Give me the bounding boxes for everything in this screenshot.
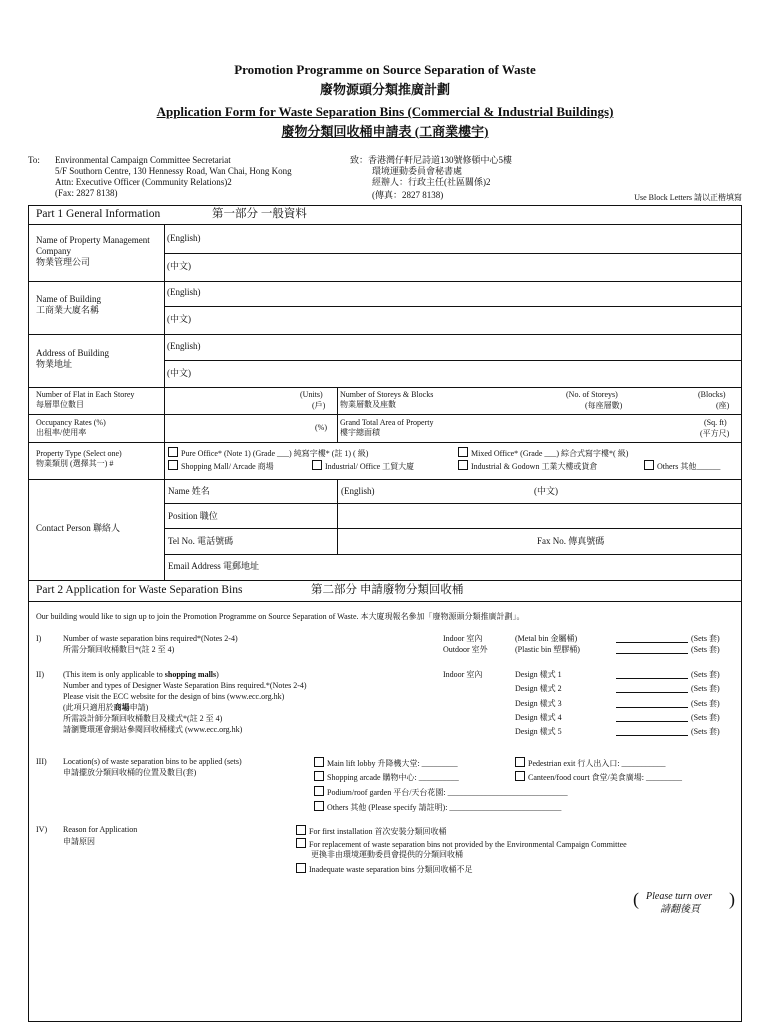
- blocks-zh: (座): [716, 401, 730, 410]
- subtitle-en: Application Form for Waste Separation Bins (Commercial & Industrial Buildings): [156, 104, 614, 119]
- item-i-outdoor: Outdoor 室外: [443, 645, 488, 654]
- loc-main-lift[interactable]: Main lift lobby 升降機大堂: _________: [314, 757, 458, 769]
- checkbox[interactable]: [296, 825, 306, 835]
- item-ii-line-2: Please visit the ECC website for the design of bins (www.ecc.org.hk): [63, 692, 285, 701]
- checkbox[interactable]: [168, 460, 178, 470]
- part2-heading-zh: 第二部分 申請廢物分類回收桶: [311, 584, 464, 596]
- part1-heading-zh: 第一部分 一般資料: [212, 208, 307, 220]
- checkbox[interactable]: [296, 838, 306, 848]
- ptype-others[interactable]: Others 其他______: [644, 460, 720, 472]
- checkbox[interactable]: [515, 771, 525, 781]
- mgmt-english-field[interactable]: (English): [167, 233, 201, 243]
- checkbox[interactable]: [312, 460, 322, 470]
- item-iii-zh: 申請擺放分類回收桶的位置及數目(套): [63, 768, 197, 777]
- checkbox[interactable]: [314, 801, 324, 811]
- part2-intro: Our building would like to sign up to join the Promotion Programme on Source Separation of Waste. 本大廈現報名參加「廢物源頭分類推廣計劃」。: [36, 612, 525, 621]
- address-chinese-field[interactable]: (中文): [167, 368, 191, 378]
- address-en-line: 5/F Southorn Centre, 130 Hennessy Road, Wan Chai, Hong Kong: [55, 166, 292, 176]
- sets-unit: (Sets 套): [691, 713, 720, 722]
- ptype-pure-office[interactable]: Pure Office* (Note 1) (Grade ___) 純寫字樓* (註 1) ( 級): [168, 447, 368, 459]
- address-zh-line: 環境運動委員會秘書處: [372, 166, 463, 176]
- no-storeys-en: (No. of Storeys): [566, 390, 618, 399]
- ptype-mixed-office[interactable]: Mixed Office* (Grade ___) 綜合式寫字樓*( 級): [458, 447, 628, 459]
- email-label: Email Address 電郵地址: [168, 561, 259, 571]
- checkbox[interactable]: [168, 447, 178, 457]
- flat-label: Number of Flat in Each Storey 每層單位數目: [36, 390, 135, 409]
- item-ii-line-0: (This item is only applicable to shopping malls): [63, 670, 219, 679]
- item-ii-indoor: Indoor 室內: [443, 670, 483, 679]
- plastic-sets-field[interactable]: [616, 653, 688, 654]
- design-sets-field[interactable]: [616, 692, 688, 693]
- item-ii-line-5: 請瀏覽環運會網站參閱回收桶樣式 (www.ecc.org.hk): [63, 725, 243, 734]
- item-i-plastic: (Plastic bin 塑膠桶): [515, 645, 580, 654]
- ptype-shopping-mall[interactable]: Shopping Mall/ Arcade 商場: [168, 460, 274, 472]
- item-i-en: Number of waste separation bins required*(Notes 2-4): [63, 634, 238, 643]
- item-i-indoor: Indoor 室內: [443, 634, 483, 643]
- to-label: To:: [28, 155, 40, 165]
- building-chinese-field[interactable]: (中文): [167, 314, 191, 324]
- mgmt-company-label: Name of Property Management Company 物業管理公司: [36, 235, 150, 267]
- item-ii-line-3: (此項只適用於商場申請): [63, 703, 149, 712]
- item-ii-line-4: 所需設計師分類回收桶數目及樣式*(註 2 至 4): [63, 714, 223, 723]
- loc-canteen[interactable]: Canteen/food court 食堂/美食廣場: _________: [515, 771, 682, 783]
- reason-first-install[interactable]: For first installation 首次安裝分類回收桶: [296, 825, 447, 837]
- position-label: Position 職位: [168, 511, 218, 521]
- sets-unit: (Sets 套): [691, 670, 720, 679]
- checkbox[interactable]: [515, 757, 525, 767]
- reason-replacement-zh: 更換非由環境運動委員會提供的分類回收桶: [311, 850, 463, 859]
- subtitle-zh: 廢物分類回收桶申請表 (工商業樓宇): [281, 124, 489, 139]
- loc-pedestrian[interactable]: Pedestrian exit 行人出入口: ___________: [515, 757, 666, 769]
- checkbox[interactable]: [296, 863, 306, 873]
- turn-over-zh: 請翻後頁: [660, 904, 700, 915]
- occupancy-label: Occupancy Rates (%) 出租率/使用率: [36, 418, 106, 437]
- loc-podium[interactable]: Podium/roof garden 平台/天台花園: ______________________________: [314, 786, 568, 798]
- design-label: Design 樣式 1: [515, 670, 562, 679]
- sets-unit: (Sets 套): [691, 699, 720, 708]
- sets-unit: (Sets 套): [691, 727, 720, 736]
- sets-unit: (Sets 套): [691, 634, 720, 643]
- checkbox[interactable]: [458, 447, 468, 457]
- metal-sets-field[interactable]: [616, 642, 688, 643]
- units-zh: (戶): [312, 401, 326, 410]
- name-english-field[interactable]: (English): [341, 486, 375, 496]
- loc-others[interactable]: Others 其他 (Please specify 請註明): ____________________________: [314, 801, 561, 813]
- gfa-label: Grand Total Area of Property 樓宇總面積: [340, 418, 434, 437]
- item-iv-zh: 申請原因: [63, 837, 95, 846]
- storeys-label: Number of Storeys & Blocks 物業層數及座數: [340, 390, 434, 409]
- building-name-label: Name of Building 工商業大廈名稱: [36, 294, 101, 315]
- address-en-line: Environmental Campaign Committee Secretariat: [55, 155, 231, 165]
- address-english-field[interactable]: (English): [167, 341, 201, 351]
- checkbox[interactable]: [314, 757, 324, 767]
- name-label: Name 姓名: [168, 486, 210, 496]
- design-label: Design 樣式 2: [515, 684, 562, 693]
- item-ii-number: II): [36, 670, 44, 679]
- building-address-label: Address of Building 物業地址: [36, 348, 109, 369]
- item-i-zh: 所需分類回收桶數目*(註 2 至 4): [63, 645, 175, 654]
- item-iii-number: III): [36, 757, 47, 766]
- checkbox[interactable]: [644, 460, 654, 470]
- sqft-zh: (平方尺): [700, 429, 730, 438]
- percent-unit: (%): [315, 423, 327, 432]
- checkbox[interactable]: [314, 771, 324, 781]
- turn-over-paren-open: (: [633, 889, 639, 909]
- design-sets-field[interactable]: [616, 678, 688, 679]
- ptype-industrial-godown[interactable]: Industrial & Godown 工業大樓或貨倉: [458, 460, 597, 472]
- item-iv-number: IV): [36, 825, 48, 834]
- address-zh-line: (傳真：2827 8138): [372, 190, 444, 200]
- part1-heading: Part 1 General Information: [36, 208, 161, 220]
- turn-over-en: Please turn over: [646, 891, 713, 902]
- checkbox[interactable]: [458, 460, 468, 470]
- blocks-en: (Blocks): [698, 390, 726, 399]
- loc-shopping[interactable]: Shopping arcade 購物中心: __________: [314, 771, 459, 783]
- tel-label: Tel No. 電話號碼: [168, 536, 234, 546]
- item-iii-en: Location(s) of waste separation bins to be applied (sets): [63, 757, 242, 766]
- contact-person-label: Contact Person 聯絡人: [36, 523, 120, 533]
- design-sets-field[interactable]: [616, 721, 688, 722]
- reason-replacement[interactable]: For replacement of waste separation bins not provided by the Environmental Campaign Committee: [296, 838, 627, 850]
- property-type-label: Property Type (Select one) 物業類別 (選擇其一) #: [36, 449, 122, 468]
- block-letters-note: Use Block Letters 請以正楷填寫: [634, 193, 742, 202]
- name-chinese-field[interactable]: (中文): [534, 486, 558, 496]
- design-label: Design 樣式 5: [515, 727, 562, 736]
- design-sets-field[interactable]: [616, 707, 688, 708]
- ptype-industrial-office[interactable]: Industrial/ Office 工貿大廈: [312, 460, 414, 472]
- design-label: Design 樣式 4: [515, 713, 562, 722]
- item-i-metal: (Metal bin 金屬桶): [515, 634, 578, 643]
- address-en-line: Attn: Executive Officer (Community Relations)2: [55, 177, 232, 187]
- reason-inadequate[interactable]: Inadequate waste separation bins 分類回收桶不足: [296, 863, 473, 875]
- part2-heading: Part 2 Application for Waste Separation Bins: [36, 584, 243, 596]
- sets-unit: (Sets 套): [691, 645, 720, 654]
- building-english-field[interactable]: (English): [167, 287, 201, 297]
- address-en-line: (Fax: 2827 8138): [55, 188, 118, 198]
- no-storeys-zh: (每座層數): [585, 401, 623, 410]
- checkbox[interactable]: [314, 786, 324, 796]
- design-label: Design 樣式 3: [515, 699, 562, 708]
- item-ii-line-1: Number and types of Designer Waste Separation Bins required.*(Notes 2-4): [63, 681, 307, 690]
- address-zh-line: 經辦人：行政主任(社區關係)2: [372, 177, 491, 187]
- title-zh: 廢物源頭分類推廣計劃: [319, 82, 450, 97]
- address-zh-line: 致：香港灣仔軒尼詩道130號修頓中心5樓: [350, 155, 513, 165]
- sqft-en: (Sq. ft): [704, 418, 727, 427]
- item-i-number: I): [36, 634, 42, 643]
- sets-unit: (Sets 套): [691, 684, 720, 693]
- units-en: (Units): [300, 390, 323, 399]
- mgmt-chinese-field[interactable]: (中文): [167, 261, 191, 271]
- design-sets-field[interactable]: [616, 735, 688, 736]
- turn-over-paren-close: ): [729, 889, 735, 909]
- fax-label: Fax No. 傳真號碼: [537, 536, 605, 546]
- title-en: Promotion Programme on Source Separation of Waste: [234, 62, 536, 77]
- item-iv-en: Reason for Application: [63, 825, 138, 834]
